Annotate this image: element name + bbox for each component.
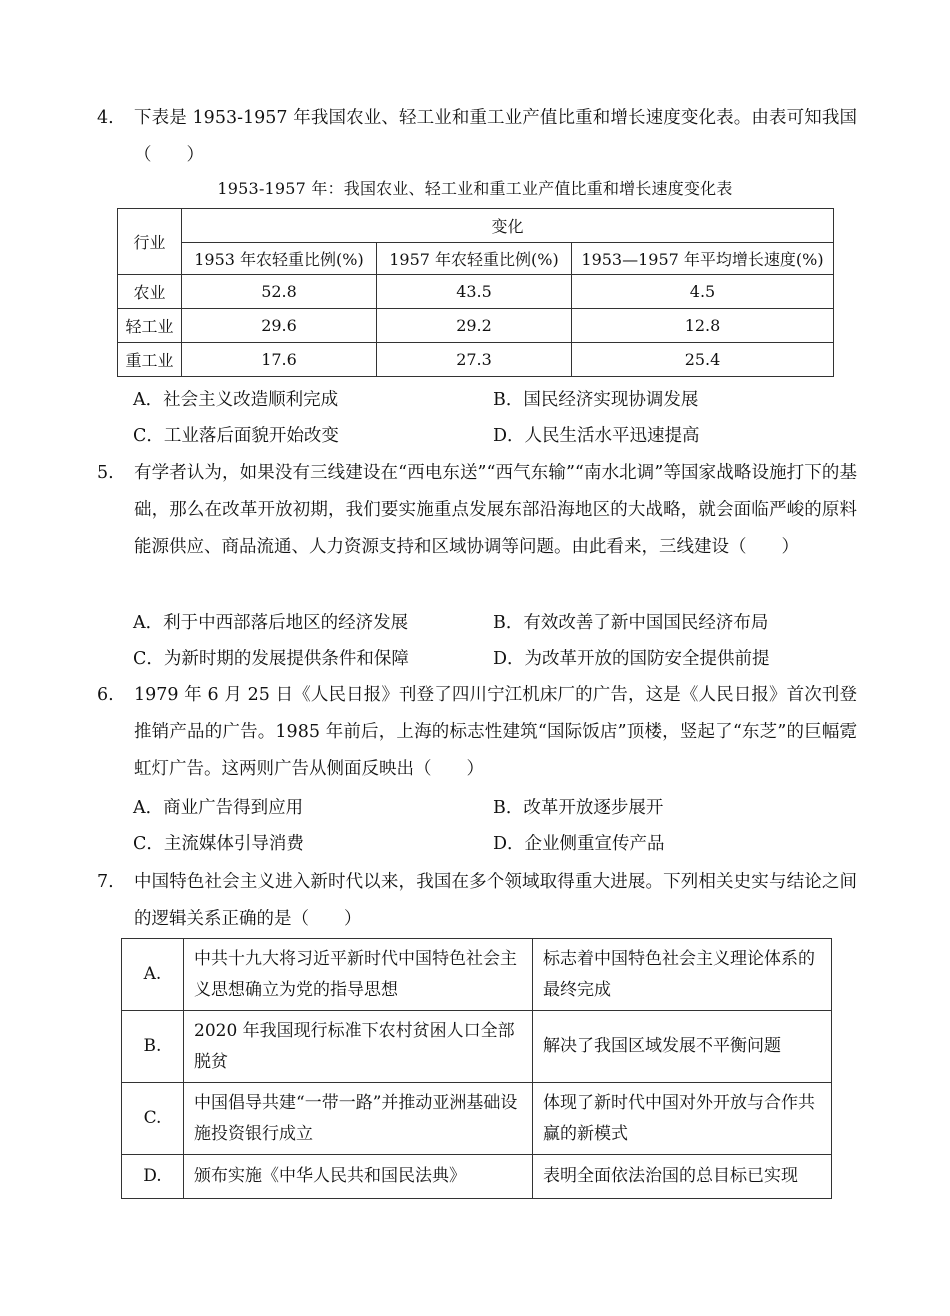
option-b[interactable]: B．有效改善了新中国国民经济布局	[493, 613, 769, 633]
question-6	[97, 677, 857, 788]
fact-cell: 2020 年我国现行标准下农村贫困人口全部脱贫	[184, 1011, 533, 1083]
question-6-options	[133, 790, 853, 862]
fact-cell: 中国倡导共建“一带一路”并推动亚洲基础设施投资银行成立	[184, 1083, 533, 1155]
table-row[interactable]	[122, 939, 832, 1011]
subheader-1953-ratio: 1953 年农轻重比例(%)	[182, 243, 377, 275]
option-d[interactable]: D．为改革开放的国防安全提供前提	[493, 649, 770, 669]
option-label: D.	[122, 1155, 184, 1199]
conclusion-cell: 解决了我国区域发展不平衡问题	[533, 1011, 832, 1083]
table-cell: 43.5	[377, 275, 572, 309]
option-a[interactable]: A．商业广告得到应用	[133, 798, 304, 818]
option-d[interactable]: D．企业侧重宣传产品	[493, 834, 665, 854]
question-stem: 有学者认为，如果没有三线建设在“西电东送”“西气东输”“南水北调”等国家战略设施打下的基础，那么在改革开放初期，我们要实施重点发展东部沿海地区的大战略，就会面临严峻的原料能源供应、商品流通、人力资源支持和区域协调等问题。由此看来，三线建设（ ）	[134, 463, 857, 557]
question-stem: 中国特色社会主义进入新时代以来，我国在多个领域取得重大进展。下列相关史实与结论之间的逻辑关系正确的是（ ）	[134, 872, 857, 929]
question-stem: 下表是 1953-1957 年我国农业、轻工业和重工业产值比重和增长速度变化表。由表可知我国（ ）	[134, 108, 857, 165]
option-label: B.	[122, 1011, 184, 1083]
table-cell: 29.2	[377, 309, 572, 343]
option-label: C.	[122, 1083, 184, 1155]
option-d[interactable]: D．人民生活水平迅速提高	[493, 426, 700, 446]
conclusion-cell: 标志着中国特色社会主义理论体系的最终完成	[533, 939, 832, 1011]
table-cell: 25.4	[572, 343, 834, 377]
table-row[interactable]	[122, 1155, 832, 1199]
table-cell: 27.3	[377, 343, 572, 377]
table-cell: 29.6	[182, 309, 377, 343]
option-b[interactable]: B．改革开放逐步展开	[493, 798, 664, 818]
table-row	[118, 275, 834, 309]
question-5	[97, 455, 857, 566]
conclusion-cell: 体现了新时代中国对外开放与合作共赢的新模式	[533, 1083, 832, 1155]
subheader-1957-ratio: 1957 年农轻重比例(%)	[377, 243, 572, 275]
option-c[interactable]: C．为新时期的发展提供条件和保障	[133, 649, 409, 669]
subheader-growth-rate: 1953—1957 年平均增长速度(%)	[572, 243, 834, 275]
question-number: 5.	[97, 463, 114, 483]
question-stem: 1979 年 6 月 25 日《人民日报》刊登了四川宁江机床厂的广告，这是《人民日报》首次刊登推销产品的广告。1985 年前后，上海的标志性建筑“国际饭店”顶楼，竖起了“东芝”的巨幅霓虹灯广告。这两则广告从侧面反映出（ ）	[134, 685, 857, 779]
table-row	[118, 343, 834, 377]
row-label: 重工业	[118, 343, 182, 377]
table-row[interactable]	[122, 1083, 832, 1155]
question-4	[97, 100, 857, 174]
option-label: A.	[122, 939, 184, 1011]
industry-output-table	[117, 208, 834, 377]
header-industry: 行业	[118, 209, 182, 275]
table-row	[118, 309, 834, 343]
row-label: 轻工业	[118, 309, 182, 343]
table-title: 1953-1957 年：我国农业、轻工业和重工业产值比重和增长速度变化表	[217, 179, 733, 198]
header-change: 变化	[182, 209, 834, 243]
fact-cell: 颁布实施《中华人民共和国民法典》	[184, 1155, 533, 1199]
option-c[interactable]: C．工业落后面貌开始改变	[133, 426, 339, 446]
row-label: 农业	[118, 275, 182, 309]
question-7	[97, 864, 857, 938]
question-5-options	[133, 605, 853, 677]
table-row[interactable]	[122, 1011, 832, 1083]
option-b[interactable]: B．国民经济实现协调发展	[493, 390, 699, 410]
question-number: 6.	[97, 685, 114, 705]
table-cell: 17.6	[182, 343, 377, 377]
table-cell: 12.8	[572, 309, 834, 343]
question-4-options	[133, 382, 853, 454]
fact-cell: 中共十九大将习近平新时代中国特色社会主义思想确立为党的指导思想	[184, 939, 533, 1011]
option-a[interactable]: A．社会主义改造顺利完成	[133, 390, 339, 410]
table-cell: 52.8	[182, 275, 377, 309]
option-a[interactable]: A．利于中西部落后地区的经济发展	[133, 613, 409, 633]
question-number: 7.	[97, 872, 114, 892]
table-cell: 4.5	[572, 275, 834, 309]
fact-conclusion-table	[121, 938, 832, 1199]
question-number: 4.	[97, 108, 114, 128]
conclusion-cell: 表明全面依法治国的总目标已实现	[533, 1155, 832, 1199]
option-c[interactable]: C．主流媒体引导消费	[133, 834, 304, 854]
